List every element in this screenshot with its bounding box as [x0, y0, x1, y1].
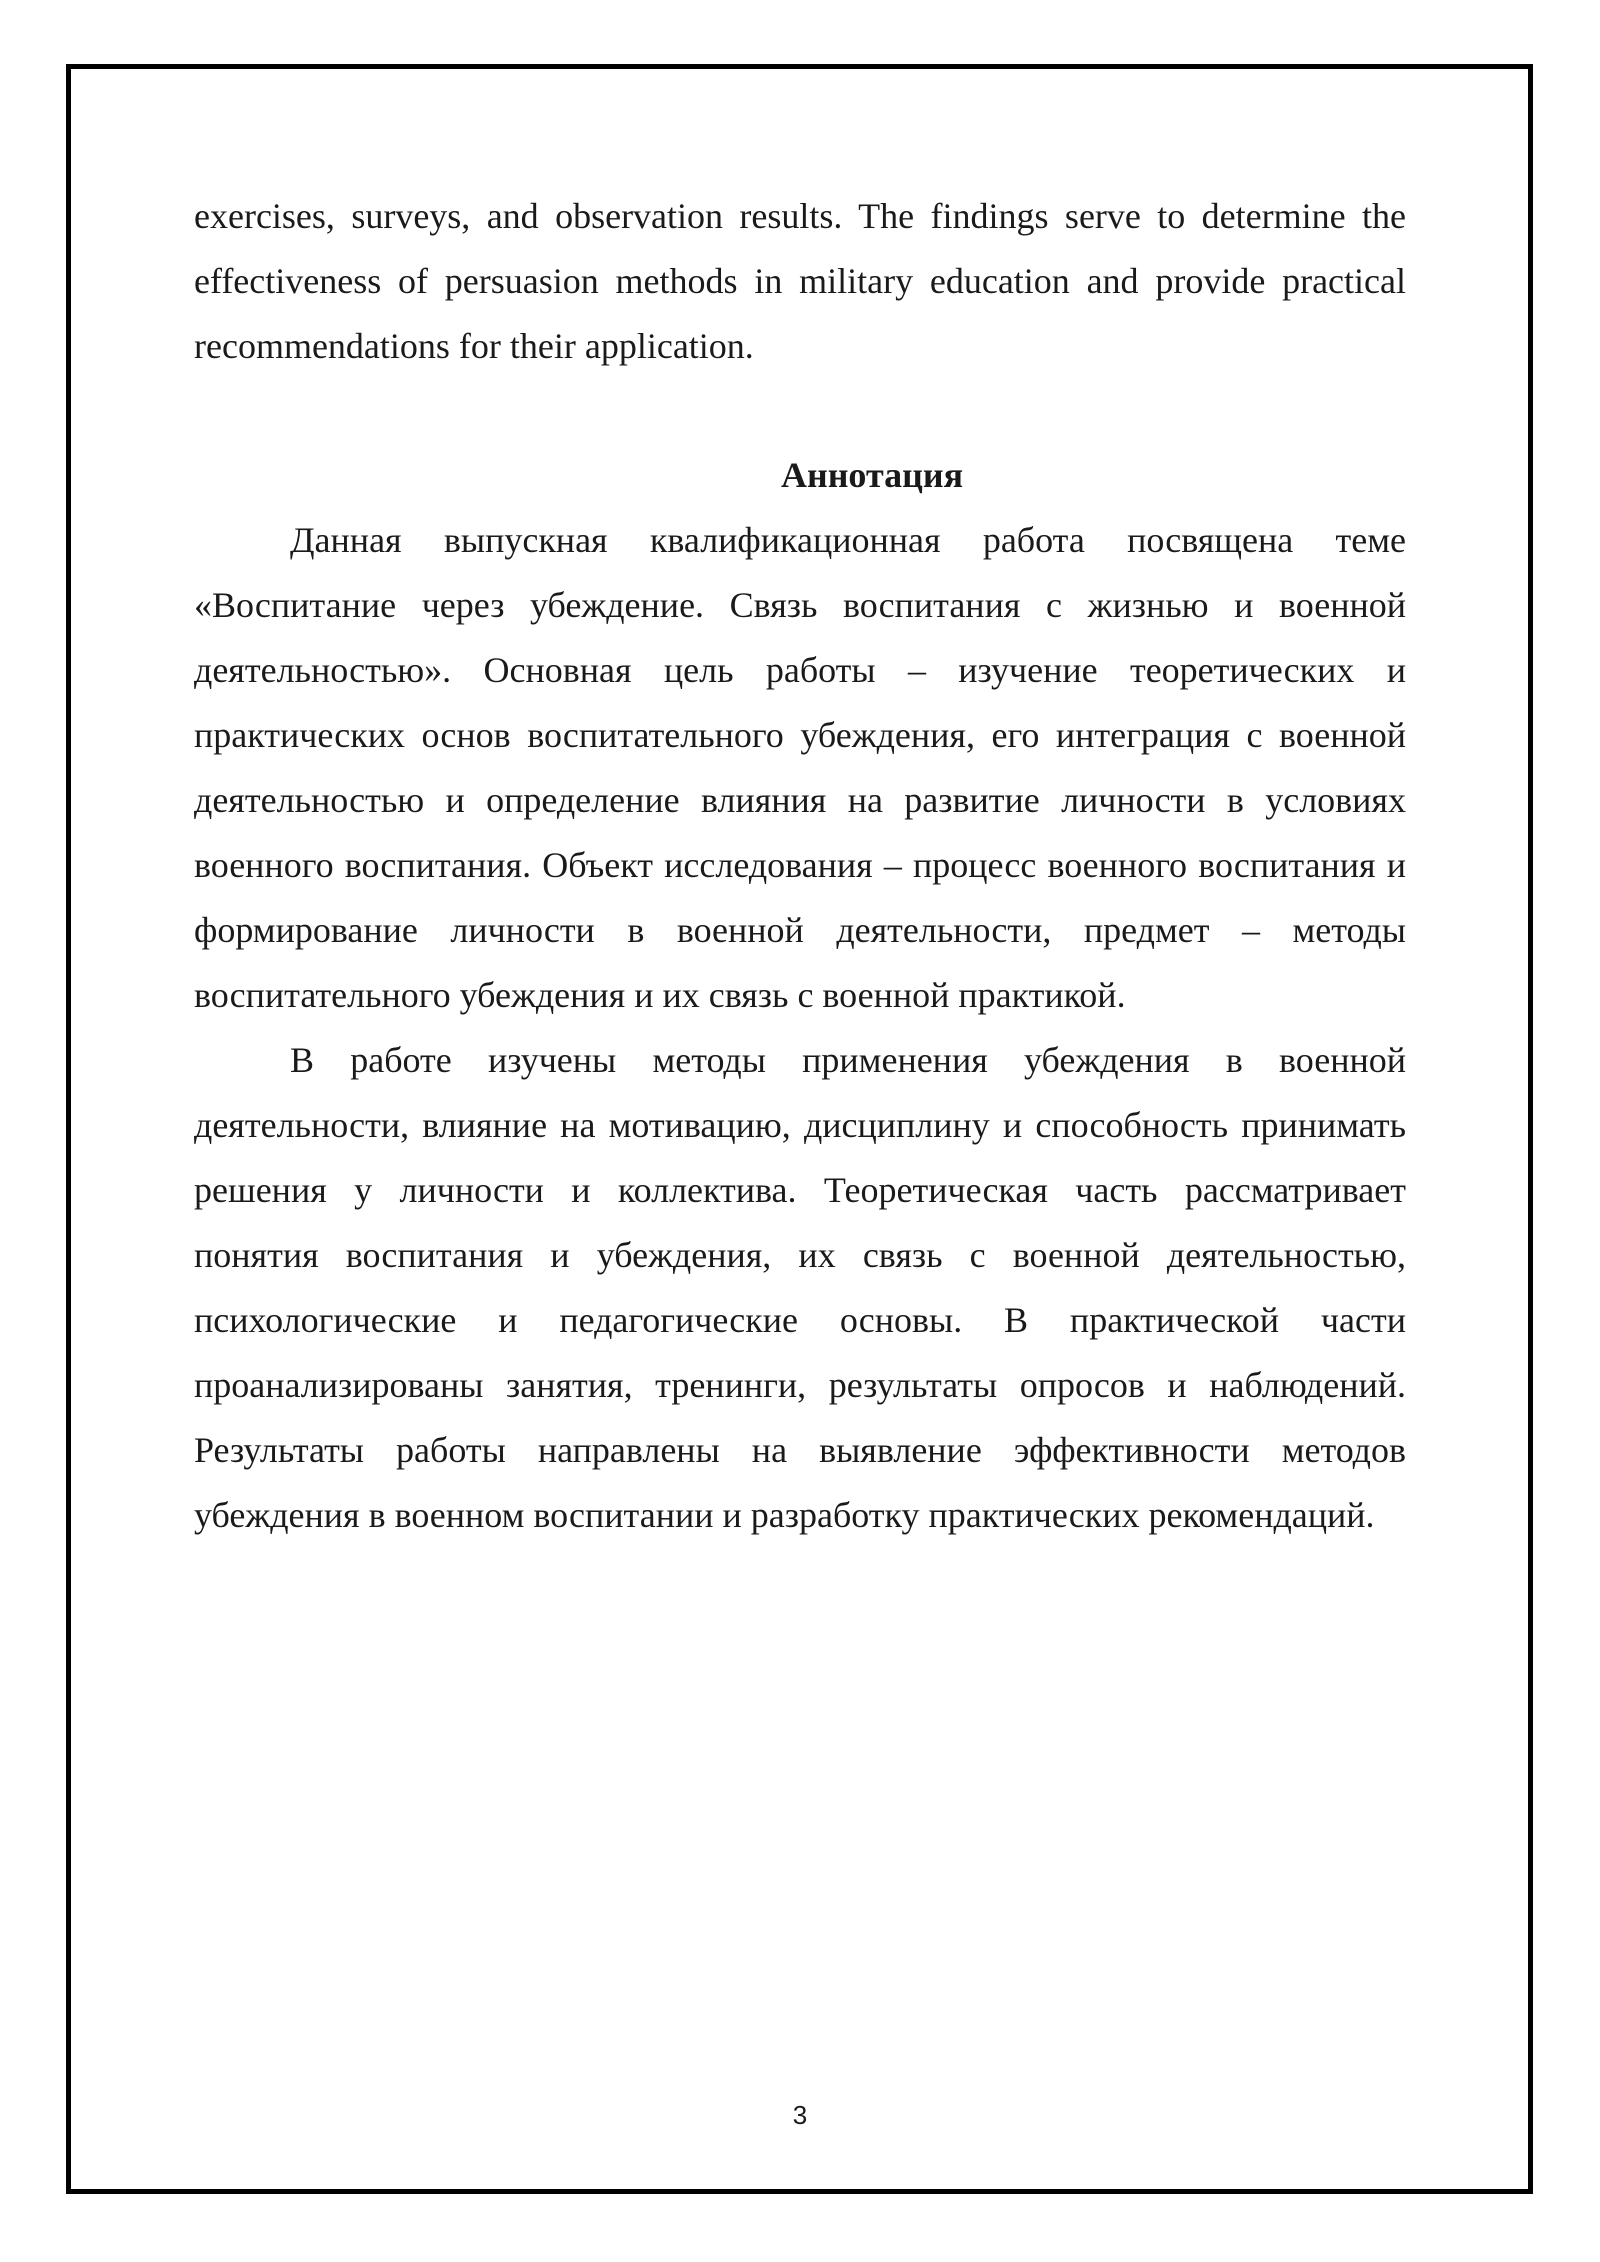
- abstract-body: [194, 508, 1406, 1548]
- abstract-heading: Аннотация: [780, 455, 964, 495]
- abstract-paragraph: Данная выпускная квалификационная работа посвящена теме «Воспитание через убеждение. Связь воспитания с жизнью и военной деятельностью». Основная цель работы – изучение теоретических и практических основ воспитательного убеждения, его интеграция с военной деятельностью и определение влияния на развитие личности в условиях военного воспитания. Объект исследования – процесс военного воспитания и формирование личности в военной деятельности, предмет – методы воспитательного убеждения и их связь с военной практикой.: [194, 520, 1406, 1015]
- lead-paragraph: exercises, surveys, and observation results. The findings serve to determine the effectiveness of persuasion methods in military education and provide practical recommendations for their application.: [194, 196, 1406, 366]
- page-number: 3: [792, 2100, 808, 2130]
- abstract-paragraph: В работе изучены методы применения убеждения в военной деятельности, влияние на мотивацию, дисциплину и способность принимать решения у личности и коллектива. Теоретическая часть рассматривает понятия воспитания и убеждения, их связь с военной деятельностью, психологические и педагогические основы. В практической части проанализированы занятия, тренинги, результаты опросов и наблюдений. Результаты работы направлены на выявление эффективности методов убеждения в военном воспитании и разработку практических рекомендаций.: [194, 1040, 1406, 1535]
- lead-paragraph-block: [194, 184, 1406, 379]
